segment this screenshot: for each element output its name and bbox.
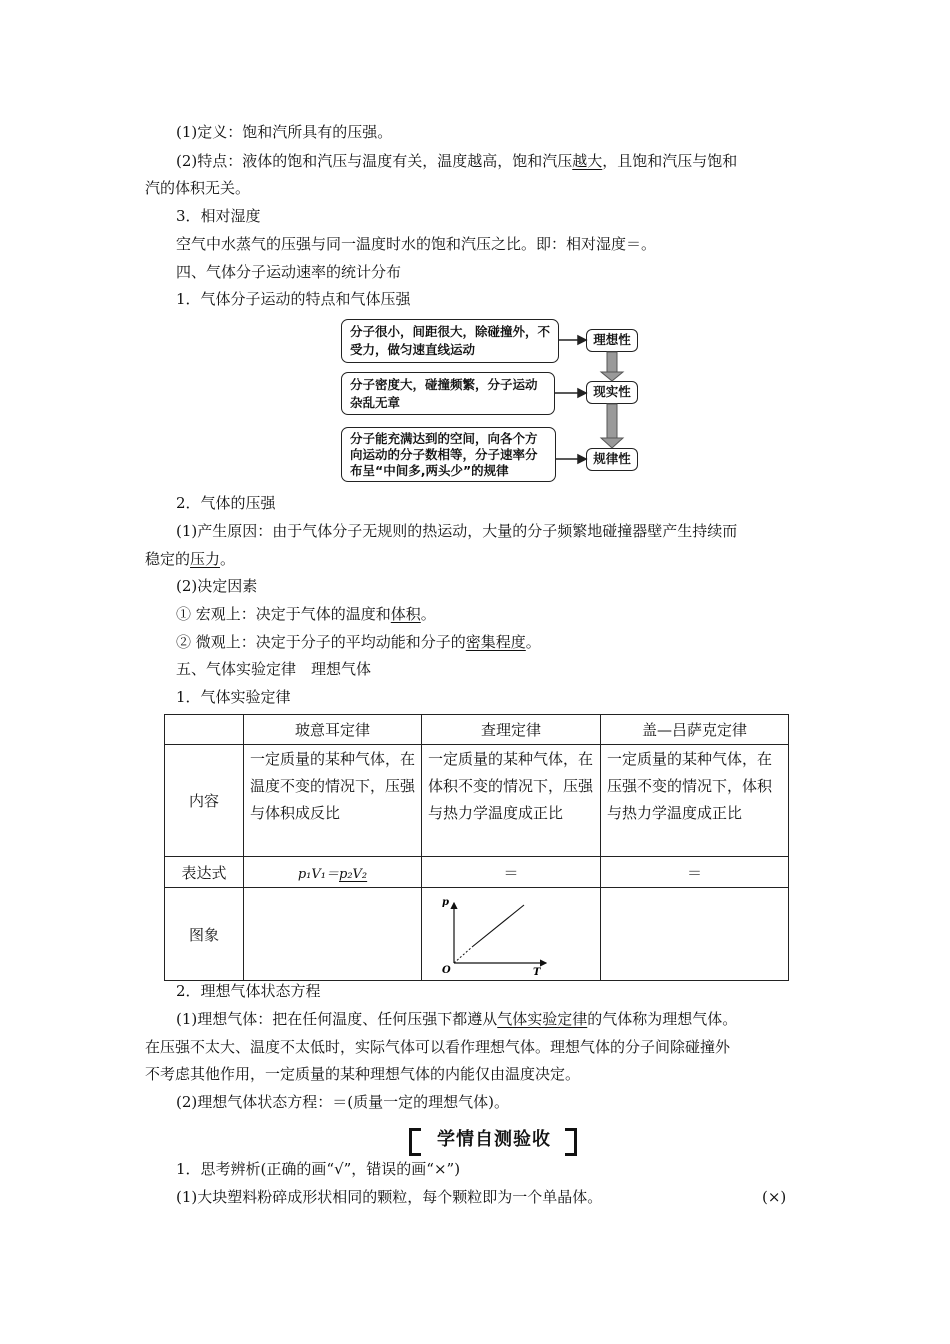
text-line: (2)决定因素 — [176, 577, 258, 595]
text-line: (2)理想气体状态方程：＝(质量一定的理想气体)。 — [176, 1093, 509, 1111]
table-cell: 一定质量的某种气体，在压强不变的情况下，体积与热力学温度成正比 — [601, 745, 789, 857]
table-cell — [601, 888, 789, 981]
table-cell: ＝ — [422, 857, 601, 888]
flow-label-law: 规律性 — [586, 448, 638, 471]
right-bracket — [565, 1128, 577, 1156]
section-heading-5: 五、气体实验定律 理想气体 — [176, 660, 372, 678]
text-line: 汽的体积无关。 — [145, 179, 251, 197]
p-t-graph — [436, 891, 556, 977]
table-cell: 一定质量的某种气体，在体积不变的情况下，压强与热力学温度成正比 — [422, 745, 601, 857]
table-cell — [244, 888, 422, 981]
text-line: 稳定的压力。 — [145, 550, 236, 568]
text-line: (1)定义：饱和汽所具有的压强。 — [176, 123, 393, 141]
answer-mark: (×) — [762, 1188, 787, 1206]
table-row-expression — [165, 857, 789, 888]
text-line: 在压强不太大、温度不太低时，实际气体可以看作理想气体。理想气体的分子间除碰撞外 — [145, 1038, 731, 1056]
table-row-content — [165, 745, 789, 857]
table-cell: p₁V₁＝p₂V₂ — [244, 857, 422, 888]
text-line: ① 宏观上：决定于气体的温度和体积。 — [176, 605, 436, 623]
flow-box-3: 分子能充满达到的空间，向各个方向运动的分子数相等，分子速率分布呈“中间多,两头少”的规律 — [341, 427, 556, 482]
section-heading-4: 四、气体分子运动速率的统计分布 — [176, 263, 402, 281]
text-line: (1)产生原因：由于气体分子无规则的热运动，大量的分子频繁地碰撞器壁产生持续而 — [176, 522, 738, 540]
down-arrow-shaft-2 — [607, 404, 617, 438]
text-line: 1．气体实验定律 — [176, 688, 291, 706]
table-cell — [422, 888, 601, 981]
flow-box-1: 分子很小，间距很大，除碰撞外，不受力，做匀速直线运动 — [341, 319, 559, 363]
table-header-row — [165, 715, 789, 745]
table-header-cell — [165, 715, 244, 745]
text-line: 空气中水蒸气的压强与同一温度时水的饱和汽压之比。即：相对湿度＝。 — [176, 235, 657, 253]
flow-box-2: 分子密度大，碰撞频繁，分子运动杂乱无章 — [341, 372, 555, 415]
arrowhead-right-1 — [578, 336, 586, 344]
gas-laws-table — [164, 714, 789, 981]
section-title: 学情自测验收 — [437, 1129, 551, 1150]
text-line: 3．相对湿度 — [176, 207, 261, 225]
down-arrowhead-2 — [601, 438, 623, 448]
flow-label-ideal: 理想性 — [586, 329, 638, 352]
p-t-line — [472, 905, 524, 947]
text-line: 1．思考辨析(正确的画“√”，错误的画“×”) — [176, 1160, 461, 1178]
flow-label-real: 现实性 — [586, 381, 638, 404]
text-line: 1．气体分子运动的特点和气体压强 — [176, 290, 411, 308]
table-cell: ＝ — [601, 857, 789, 888]
question-item: (1)大块塑料粉碎成形状相同的颗粒，每个颗粒即为一个单晶体。 — [176, 1188, 603, 1206]
text-line: (2)特点：液体的饱和汽压与温度有关，温度越高，饱和汽压越大，且饱和汽压与饱和 — [176, 152, 738, 170]
text-line: 不考虑其他作用，一定质量的某种理想气体的内能仅由温度决定。 — [145, 1065, 581, 1083]
table-header-cell: 玻意耳定律 — [244, 715, 422, 745]
text-line: ② 微观上：决定于分子的平均动能和分子的密集程度。 — [176, 633, 541, 651]
axis-label-p: p — [442, 897, 449, 908]
text-line: (1)理想气体：把在任何温度、任何压强下都遵从气体实验定律的气体称为理想气体。 — [176, 1010, 738, 1028]
row-label: 内容 — [165, 745, 244, 857]
text-line: 2．气体的压强 — [176, 494, 276, 512]
extrapolation-dashed — [454, 947, 472, 963]
axis-label-t: T — [533, 967, 541, 977]
table-row-graph — [165, 888, 789, 981]
row-label: 表达式 — [165, 857, 244, 888]
down-arrowhead-1 — [601, 372, 623, 381]
text-line: 2．理想气体状态方程 — [176, 982, 321, 1000]
arrowhead-right-2 — [578, 389, 586, 397]
table-header-cell: 盖—吕萨克定律 — [601, 715, 789, 745]
row-label: 图象 — [165, 888, 244, 981]
table-cell: 一定质量的某种气体，在温度不变的情况下，压强与体积成反比 — [244, 745, 422, 857]
down-arrow-shaft-1 — [607, 352, 617, 372]
origin-label: O — [442, 965, 451, 976]
arrowhead-right-3 — [578, 455, 586, 463]
table-header-cell: 查理定律 — [422, 715, 601, 745]
